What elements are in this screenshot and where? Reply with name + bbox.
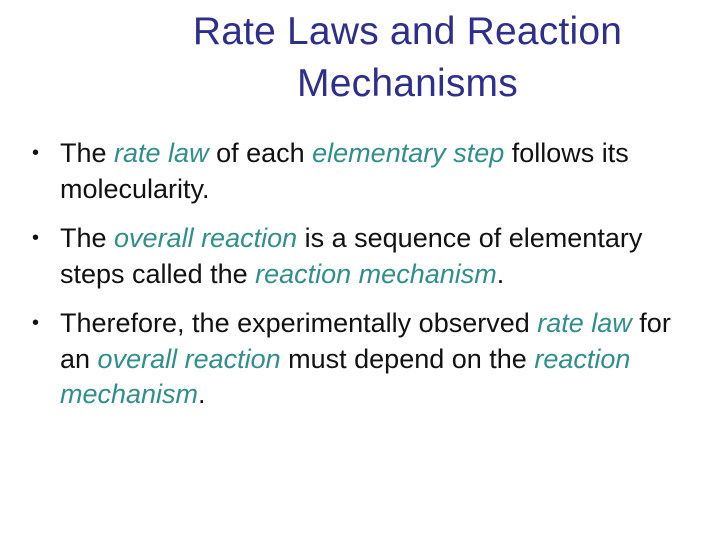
slide-title — [120, 6, 695, 110]
bullet-marker: • — [32, 312, 40, 334]
bullet-emphasis-term: reaction mechanism — [60, 343, 631, 409]
bullet-text-segment: for an — [60, 308, 671, 374]
bullet-text — [60, 308, 671, 409]
bullet-text-segment: . — [198, 379, 206, 409]
slide-title-line-2: Mechanisms — [297, 62, 518, 105]
bullet-text-segment: must depend on the — [280, 343, 535, 374]
bullet-text-segment: The — [60, 223, 115, 253]
bullet-emphasis-term: reaction mechanism — [255, 258, 497, 289]
bullet-item — [28, 306, 708, 413]
bullet-item — [28, 221, 708, 292]
bullet-text-segment: follows its molecularity. — [60, 138, 629, 204]
bullet-text-segment: . — [496, 258, 505, 289]
bullet-emphasis-term: elementary step — [312, 138, 505, 168]
bullet-list — [28, 136, 708, 427]
bullet-text-segment: of each — [208, 138, 313, 168]
bullet-marker: • — [32, 227, 40, 249]
bullet-text — [60, 223, 642, 289]
bullet-item — [28, 136, 708, 207]
bullet-emphasis-term: overall reaction — [97, 343, 281, 374]
bullet-text-segment: The — [60, 138, 115, 168]
bullet-marker: • — [32, 142, 40, 164]
bullet-text — [60, 138, 629, 204]
slide-title-line-1: Rate Laws and Reaction — [192, 10, 623, 53]
bullet-text-segment: Therefore, the experimentally observed — [60, 308, 538, 338]
bullet-emphasis-term: rate law — [537, 308, 632, 338]
bullet-text-segment: is a sequence of elementary steps called the — [60, 223, 643, 289]
bullet-emphasis-term: overall reaction — [114, 223, 298, 253]
bullet-emphasis-term: rate law — [114, 138, 209, 168]
